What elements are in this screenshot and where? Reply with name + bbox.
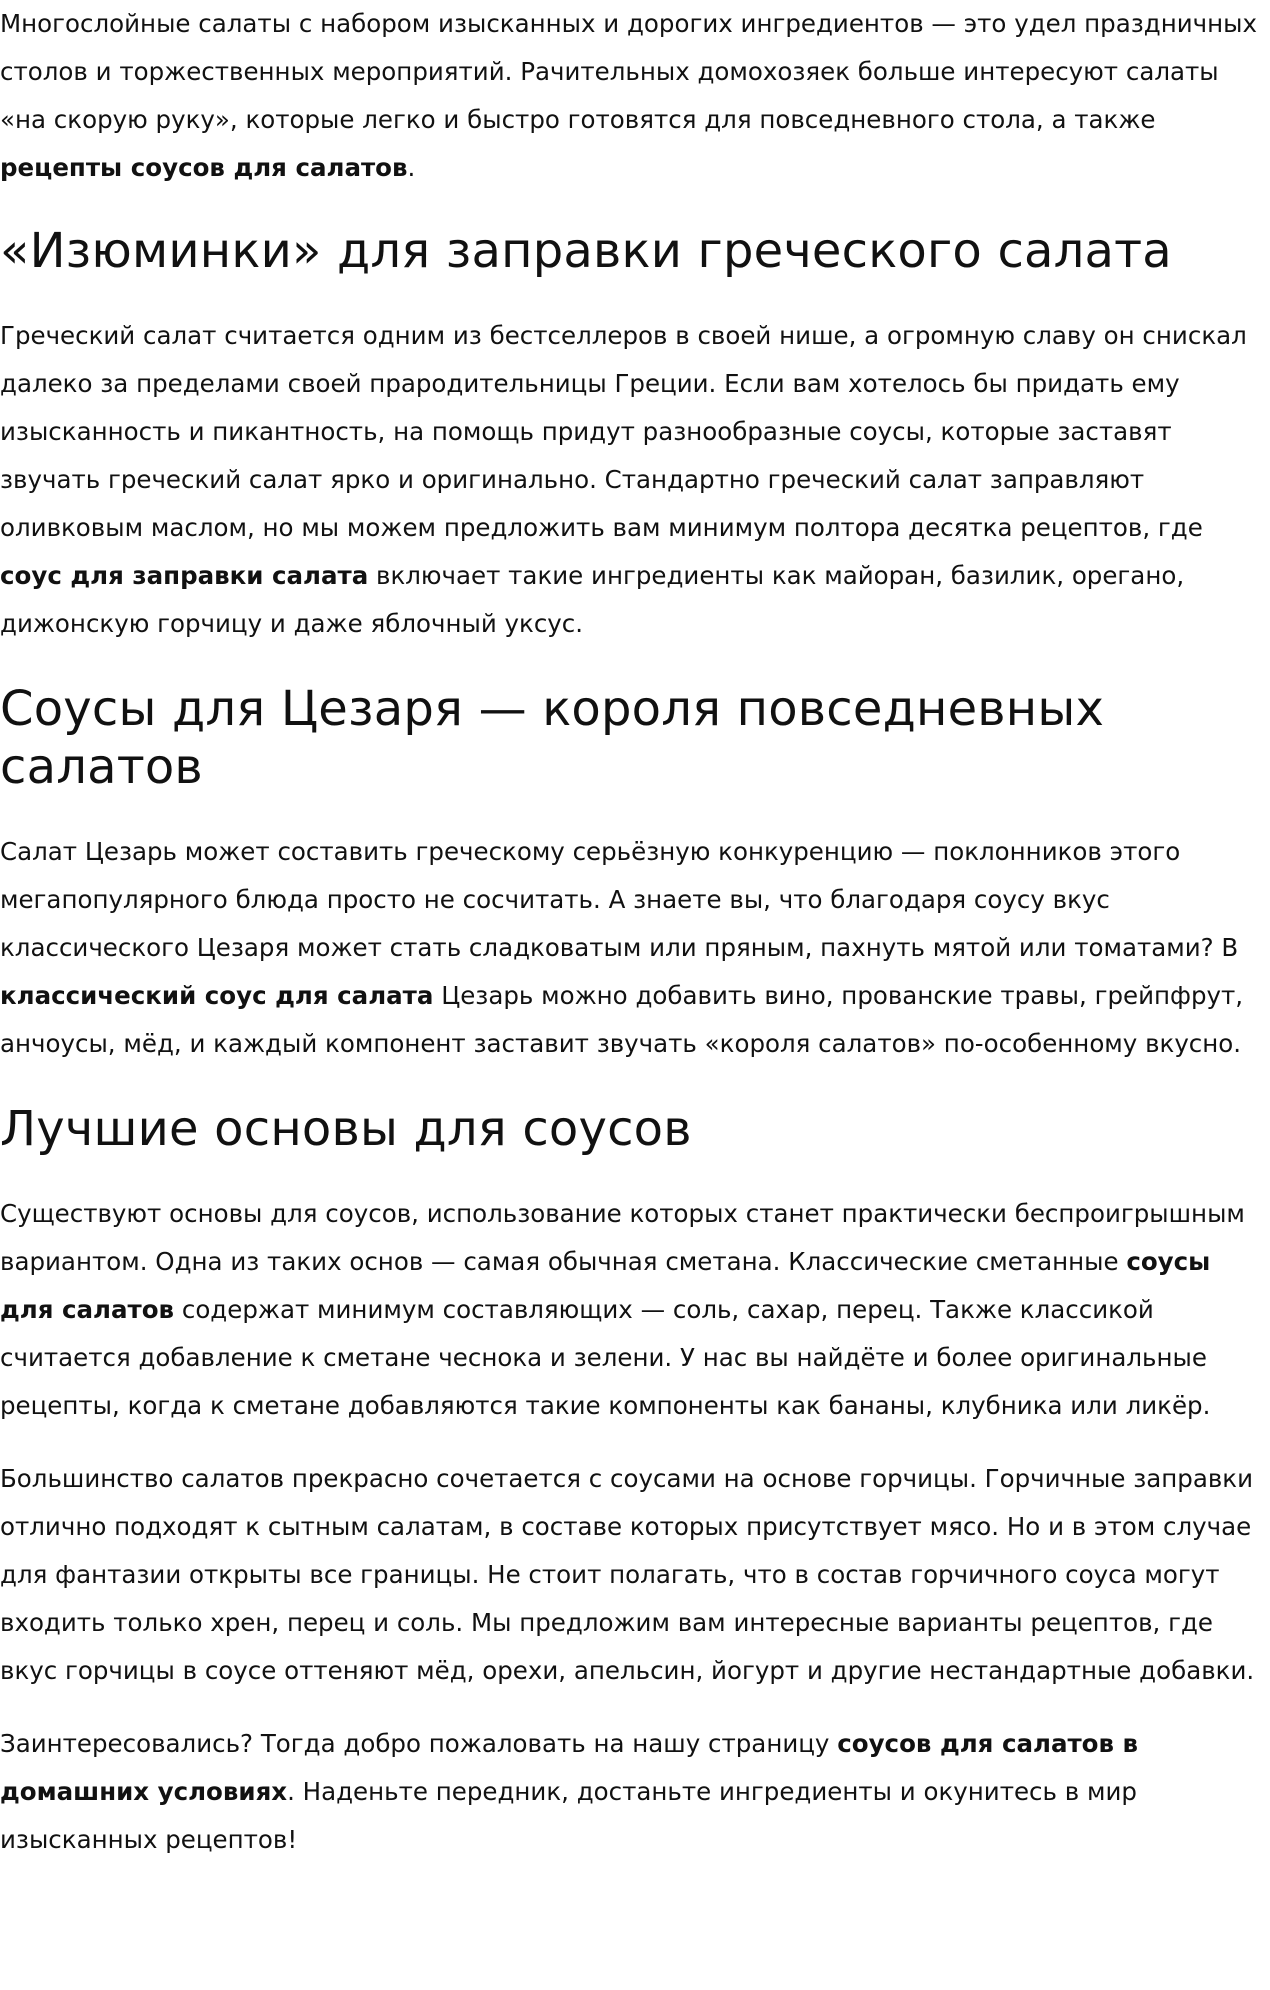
intro-text-2: . bbox=[407, 153, 416, 182]
caesar-text-1: Салат Цезарь может составить греческому серьёзную конкуренцию — поклонников этого мегапопулярного блюда просто не сосчитать. А знаете вы, что благодаря соусу вкус классического Цезаря может стать сладковатым или пряным, пахнуть мятой или томатами? В bbox=[0, 837, 1239, 962]
bases-p1-text-1: Существуют основы для соусов, использование которых станет практически беспроигрышным вариантом. Одна из таких основ — самая обычная сметана. Классические сметанные bbox=[0, 1199, 1245, 1276]
bases-heading: Лучшие основы для соусов bbox=[0, 1101, 692, 1157]
bases-p1-text-2: содержат минимум составляющих — соль, сахар, перец. Также классикой считается добавление к сметане чеснока и зелени. У нас вы найдёте и более оригинальные рецепты, когда к сметане добавляются такие компоненты как бананы, клубника или ликёр. bbox=[0, 1295, 1211, 1420]
greek-text-2: включает такие ингредиенты как майоран, базилик, орегано, дижонскую горчицу и даже яблочный уксус. bbox=[0, 561, 1185, 638]
bases-p3-text-1: Заинтересовались? Тогда добро пожаловать на нашу страницу bbox=[0, 1729, 838, 1758]
caesar-paragraph bbox=[0, 828, 1265, 1068]
bases-p1-bold-keyword: соусы для салатов bbox=[0, 1247, 1211, 1324]
intro-text-1: Многослойные салаты с набором изысканных и дорогих ингредиентов — это удел праздничных столов и торжественных мероприятий. Рачительных домохозяек больше интересуют салаты «на скорую руку», которые легко и быстро готовятся для повседневного стола, а также bbox=[0, 9, 1257, 134]
greek-text-1: Греческий салат считается одним из бестселлеров в своей нише, а огромную славу он снискал далеко за пределами своей прародительницы Греции. Если вам хотелось бы придать ему изысканность и пикантность, на помощь придут разнообразные соусы, которые заставят звучать греческий салат ярко и оригинально. Стандартно греческий салат заправляют оливковым маслом, но мы можем предложить вам минимум полтора десятка рецептов, где bbox=[0, 321, 1247, 542]
bases-p2-text-1: Большинство салатов прекрасно сочетается с соусами на основе горчицы. Горчичные заправки отлично подходят к сытным салатам, в составе которых присутствует мясо. Но и в этом случае для фантазии открыты все границы. Не стоит полагать, что в состав горчичного соуса могут входить только хрен, перец и соль. Мы предложим вам интересные варианты рецептов, где вкус горчицы в соусе оттеняют мёд, орехи, апельсин, йогурт и другие нестандартные добавки. bbox=[0, 1464, 1255, 1685]
intro-bold-keyword: рецепты соусов для салатов bbox=[0, 153, 408, 182]
intro-paragraph bbox=[0, 0, 1265, 192]
greek-heading: «Изюминки» для заправки греческого салата bbox=[0, 223, 1172, 279]
bases-p3-text-2: . Наденьте передник, достаньте ингредиенты и окунитесь в мир изысканных рецептов! bbox=[0, 1777, 1137, 1854]
greek-bold-keyword: соус для заправки салата bbox=[0, 561, 369, 590]
caesar-bold-keyword: классический соус для салата bbox=[0, 981, 434, 1010]
caesar-heading: Соусы для Цезаря — короля повседневных салатов bbox=[0, 681, 1105, 795]
bases-paragraph-1 bbox=[0, 1190, 1265, 1430]
bases-paragraph-3 bbox=[0, 1720, 1265, 1864]
bases-paragraph-2 bbox=[0, 1455, 1265, 1695]
bases-p3-bold-keyword: соусов для салатов в домашних условиях bbox=[0, 1729, 1139, 1806]
caesar-text-2: Цезарь можно добавить вино, прованские травы, грейпфрут, анчоусы, мёд, и каждый компонент заставит звучать «короля салатов» по-особенному вкусно. bbox=[0, 981, 1244, 1058]
greek-paragraph bbox=[0, 312, 1265, 648]
